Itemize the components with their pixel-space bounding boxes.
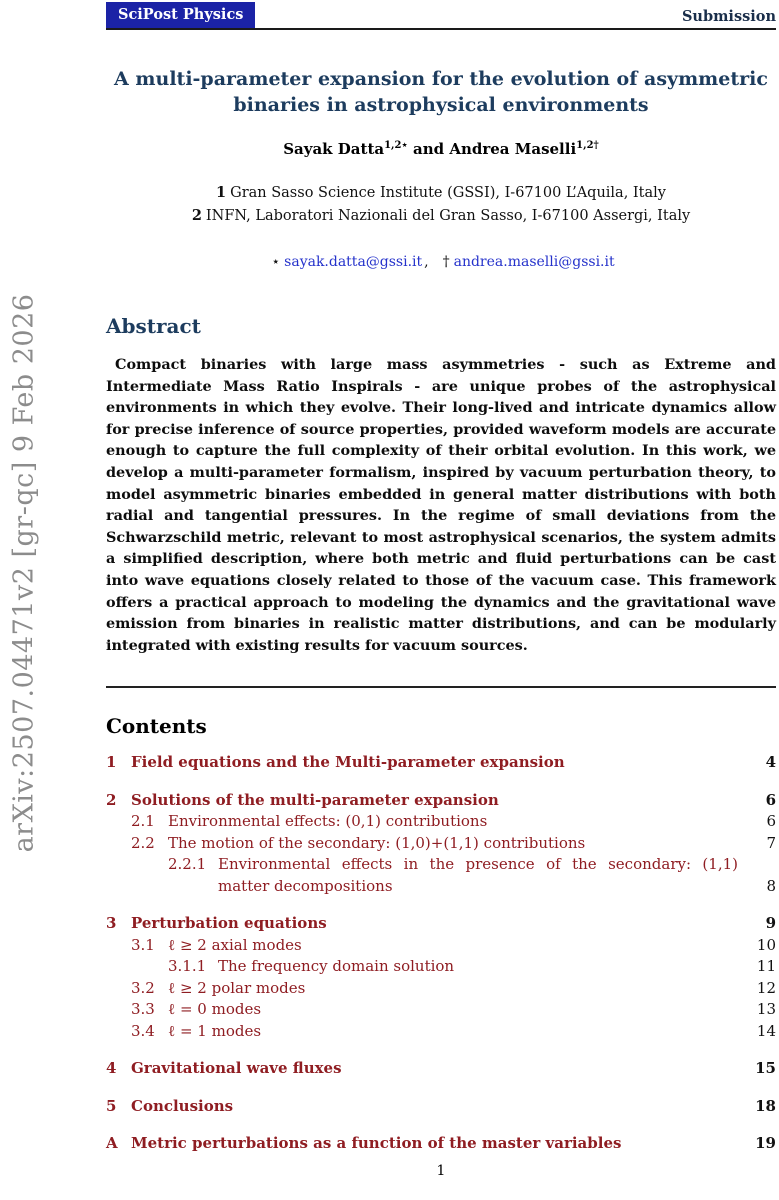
toc-title-link[interactable]: Conclusions — [131, 1096, 234, 1115]
page-content — [106, 0, 776, 1200]
affiliations — [106, 182, 776, 227]
toc-number: 3 — [106, 914, 117, 933]
toc-entry-A — [106, 1133, 776, 1155]
toc-number: 3.4 — [131, 1021, 155, 1040]
toc-page: 6 — [765, 790, 776, 809]
toc-number: A — [106, 1134, 118, 1153]
paper-title — [106, 66, 776, 118]
author-1-superscript: 1,2⋆ — [384, 140, 408, 151]
toc-title-link[interactable]: Metric perturbations as a function of the master variables — [131, 1134, 622, 1153]
table-of-contents — [106, 752, 776, 1155]
contents-heading: Contents — [106, 714, 207, 739]
toc-page: 11 — [756, 957, 776, 976]
toc-entry-3-1-1 — [106, 956, 776, 978]
toc-entry-3-1 — [106, 935, 776, 957]
page-header — [106, 0, 776, 28]
toc-number: 2 — [106, 790, 117, 809]
toc-entry-2-1 — [106, 811, 776, 833]
toc-title-link[interactable]: The motion of the secondary: (1,0)+(1,1) contributions — [168, 833, 586, 852]
authors-line — [106, 140, 776, 158]
toc-entry-3 — [106, 913, 776, 935]
toc-entry-5 — [106, 1096, 776, 1118]
toc-number: 3.1.1 — [168, 957, 207, 976]
toc-entry-2-2 — [106, 833, 776, 855]
affiliation-2 — [106, 205, 776, 228]
toc-title-link[interactable]: Environmental effects in the presence of the secondary: (1,1) matter decompositions — [218, 855, 738, 895]
toc-page: 8 — [766, 876, 776, 895]
affiliation-2-number: 2 — [191, 206, 202, 224]
paper-title-line2: binaries in astrophysical environments — [233, 94, 649, 116]
toc-page: 10 — [756, 935, 776, 954]
toc-title-link[interactable]: Field equations and the Multi-parameter expansion — [131, 753, 565, 772]
toc-title-link[interactable]: ℓ = 1 modes — [168, 1021, 262, 1040]
toc-page: 14 — [756, 1021, 776, 1040]
abstract-text: Compact binaries with large mass asymmetries - such as Extreme and Intermediate Mass Ratio Inspirals - are unique probes of the astrophysical environments in which they evolve. Their long-lived and intricate dynamics allow for precise inference of source properties, provided waveform models are accurate enough to capture the full complexity of their orbital evolution. In this work, we develop a multi-parameter formalism, inspired by vacuum perturbation theory, to model asymmetric binaries embedded in general matter distributions with both radial and tangential pressures. In the regime of small deviations from the Schwarzschild metric, relevant to most astrophysical scenarios, the system admits a simplified description, where both metric and fluid perturbations can be cast into wave equations closely related to those of the vacuum case. This framework offers a practical approach to modeling the dynamics and the gravitational wave emission from binaries in realistic matter distributions, and can be modularly integrated with existing results for vacuum sources. — [106, 356, 776, 654]
toc-title-link[interactable]: ℓ ≥ 2 polar modes — [168, 978, 306, 997]
toc-number: 2.2.1 — [168, 855, 207, 874]
page-number: 1 — [436, 1163, 446, 1179]
toc-page: 6 — [766, 812, 776, 831]
toc-title-link[interactable]: Solutions of the multi-parameter expansion — [131, 790, 499, 809]
toc-number: 3.2 — [131, 978, 155, 997]
toc-number: 3.1 — [131, 935, 155, 954]
toc-page: 15 — [755, 1059, 776, 1078]
star-mark: ⋆ — [271, 254, 281, 270]
toc-entry-3-2 — [106, 978, 776, 1000]
toc-page: 7 — [766, 833, 776, 852]
toc-page: 18 — [755, 1096, 776, 1115]
email-separator: , — [424, 254, 429, 270]
toc-title-link[interactable]: ℓ ≥ 2 axial modes — [168, 935, 302, 954]
toc-title-link[interactable]: ℓ = 0 modes — [168, 1000, 262, 1019]
toc-entry-3-4 — [106, 1021, 776, 1043]
journal-name: SciPost Physics — [118, 6, 244, 23]
journal-badge — [106, 2, 255, 28]
toc-number: 2.2 — [131, 833, 155, 852]
arxiv-watermark: arXiv:2507.04471v2 [gr-qc] 9 Feb 2026 — [8, 293, 40, 853]
abstract-heading: Abstract — [106, 314, 201, 338]
toc-entry-2-2-1 — [106, 854, 776, 897]
toc-entry-3-3 — [106, 999, 776, 1021]
toc-page: 12 — [756, 978, 776, 997]
section-divider — [106, 686, 776, 688]
toc-number: 3.3 — [131, 1000, 155, 1019]
email-link-1[interactable]: sayak.datta@gssi.it — [284, 254, 423, 270]
toc-number: 1 — [106, 753, 117, 772]
submission-label: Submission — [681, 8, 776, 25]
header-rule — [106, 28, 776, 30]
toc-page: 13 — [756, 1000, 776, 1019]
affiliation-1-number: 1 — [216, 184, 227, 201]
toc-page: 9 — [765, 914, 776, 933]
toc-page: 4 — [765, 753, 776, 772]
author-2: Andrea Maselli — [449, 140, 577, 158]
toc-title-link[interactable]: Environmental effects: (0,1) contributions — [168, 812, 488, 831]
toc-number: 5 — [106, 1096, 117, 1115]
toc-page: 19 — [755, 1134, 776, 1153]
affiliation-2-text: INFN, Laboratori Nazionali del Gran Sasso, I-67100 Assergi, Italy — [205, 207, 691, 224]
paper-title-line1: A multi-parameter expansion for the evolution of asymmetric — [114, 68, 768, 90]
toc-number: 2.1 — [131, 812, 155, 831]
toc-title-link[interactable]: Perturbation equations — [131, 914, 327, 933]
authors-connector: and — [407, 140, 450, 158]
toc-entry-1 — [106, 752, 776, 774]
author-2-superscript: 1,2† — [576, 140, 599, 151]
toc-title-link[interactable]: The frequency domain solution — [218, 957, 455, 976]
toc-entry-4 — [106, 1058, 776, 1080]
toc-title-link[interactable]: Gravitational wave fluxes — [131, 1059, 342, 1078]
affiliation-1-text: Gran Sasso Science Institute (GSSI), I-67100 L’Aquila, Italy — [230, 185, 666, 201]
affiliation-1 — [106, 182, 776, 205]
email-link-2[interactable]: andrea.maselli@gssi.it — [453, 254, 615, 270]
toc-entry-2 — [106, 790, 776, 812]
emails-line — [106, 254, 776, 270]
author-1: Sayak Datta — [283, 140, 385, 158]
toc-number: 4 — [106, 1059, 117, 1078]
dagger-mark: † — [442, 254, 450, 270]
